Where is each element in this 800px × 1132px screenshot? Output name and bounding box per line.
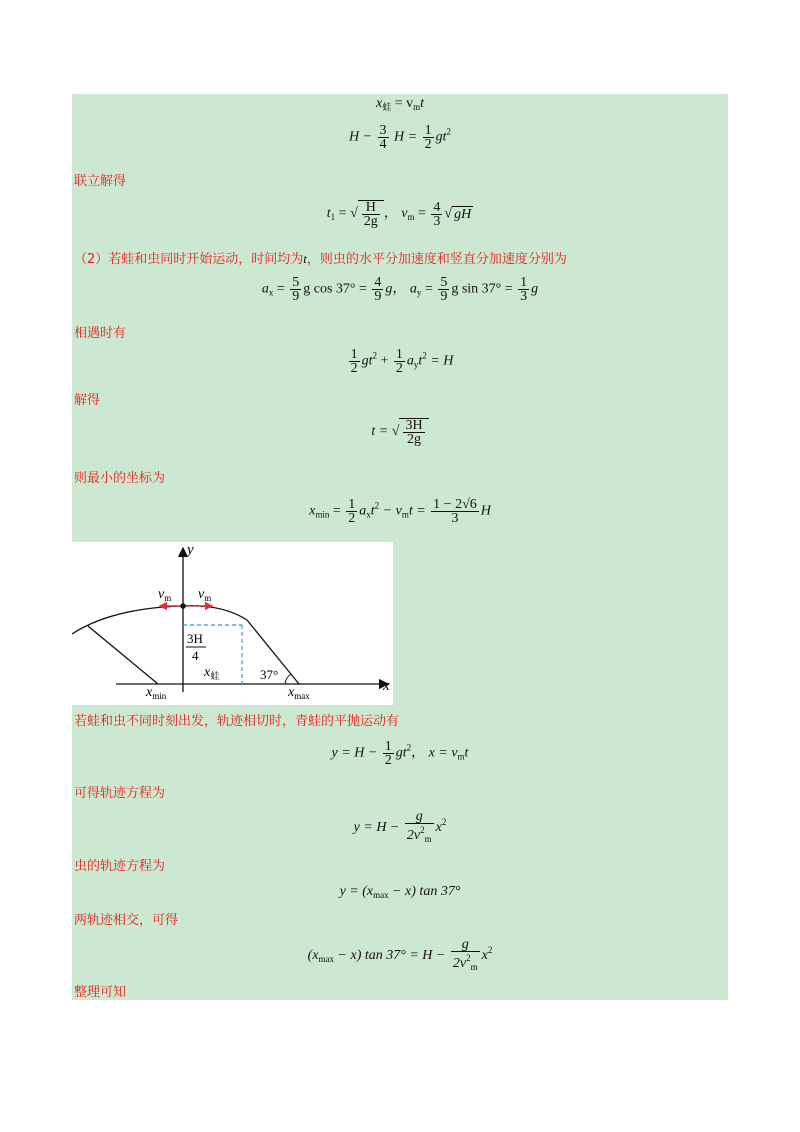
text-frog-traj: 可得轨迹方程为 (74, 786, 166, 801)
text-meet: 相遇时有 (74, 326, 127, 341)
height-label-denominator: 4 (192, 648, 199, 663)
text-intersect: 两轨迹相交，可得 (74, 913, 179, 928)
text-solve: 解得 (74, 393, 101, 408)
text-bug-traj: 虫的轨迹方程为 (74, 859, 166, 874)
v-left-label: $v_m$ (158, 587, 172, 603)
text-rearrange: 整理可知 (74, 985, 127, 1000)
height-label-numerator: 3H (187, 631, 203, 646)
equation-height-fall: H − $\frac{3}{4}$ H = $\frac{1}{2}$ $gt^2$ (348, 123, 451, 152)
v-right-label: $v_m$ (198, 587, 212, 603)
equation-accelerations: $a_x$ = $\frac{5}{9}$ g cos 37° = $\frac{4}{9}$ g， $a_y$ = $\frac{5}{9}$ g sin 37° = $\frac{1}{3}$ g (261, 275, 539, 304)
x-max-label: $x_{max}$ (288, 685, 310, 701)
apex-point (180, 603, 186, 609)
text-part2: （2）若蛙和虫同时开始运动，时间均为t，则虫的水平分加速度和竖直分加速度分别为 (74, 251, 567, 267)
equation-intersection: $(x_{max} - x)$ tan 37° = H − $\frac{g}{2v^2_m}$ $x^2$ (307, 937, 493, 972)
x-frog-label: $x_蛙$ (204, 665, 220, 681)
angle-arc (285, 674, 291, 684)
x-axis-label: x (383, 678, 390, 694)
equation-time-speed: $t_1$ = √ $\frac{H}{2g}$ ， $v_m$ = $\frac{4}{3}$ √ gH (326, 199, 472, 229)
frog-trajectory-arc (72, 606, 247, 634)
x-min-label: $x_{min}$ (146, 685, 167, 701)
text-not-same-time: 若蛙和虫不同时刻出发，轨迹相切时，青蛙的平抛运动有 (74, 714, 400, 729)
equation-xmin: $x_{min}$ = $\frac{1}{2}$ $a_xt^2 - v_mt$ = $\frac{1 - 2√6}{3}$ H (309, 497, 491, 526)
equation-bug-trajectory: $y = (x_{max} - x)$ tan 37° (339, 884, 461, 900)
trajectory-figure (72, 542, 393, 705)
equation-frog-projectile: y = H − $\frac{1}{2}$ $gt^2$， $x = v_mt$ (331, 739, 469, 768)
line-to-xmin (88, 626, 158, 684)
equation-frog-trajectory: y = H − $\frac{g}{2v^2_m}$ $x^2$ (353, 809, 447, 844)
text-solve-jointly: 联立解得 (74, 174, 127, 189)
text-min-coord: 则最小的坐标为 (74, 471, 166, 486)
equation-time: t = √ $\frac{3H}{2g}$ (72, 418, 728, 446)
equation-meet: $\frac{1}{2}$ $gt^2$ + $\frac{1}{2}$ $a_yt^2 = H$ (350, 347, 454, 376)
equation-frog-horizontal: $x_蛙 = v_mt$ (375, 96, 425, 112)
angle-label: 37° (260, 667, 279, 682)
y-axis-label: y (187, 542, 194, 558)
